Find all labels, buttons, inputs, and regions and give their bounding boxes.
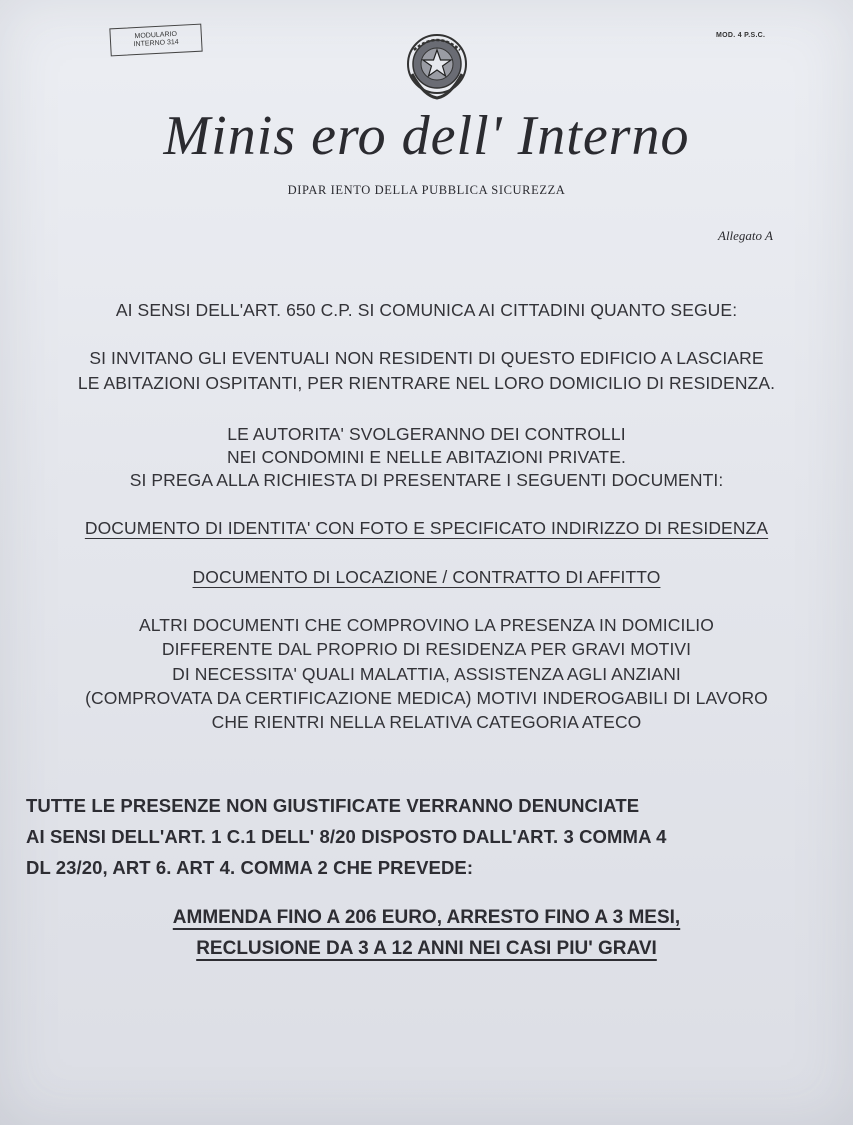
warning-line-2: AI SENSI DELL'ART. 1 C.1 DELL' 8/20 DISPOSTO DALL'ART. 3 COMMA 4 (26, 826, 667, 847)
other-docs-line-5: CHE RIENTRI NELLA RELATIVA CATEGORIA ATECO (211, 712, 642, 732)
department-title: DIPAR IENTO DELLA PUBBLICA SICUREZZA (287, 183, 566, 197)
document-requirement-2: DOCUMENTO DI LOCAZIONE / CONTRATTO DI AFFITTO (192, 567, 661, 587)
invite-line-1: SI INVITANO GLI EVENTUALI NON RESIDENTI DI QUESTO EDIFICIO A LASCIARE (89, 348, 764, 368)
form-stamp (109, 24, 202, 57)
warning-line-3: DL 23/20, ART 6. ART 4. COMMA 2 CHE PREVEDE: (26, 857, 474, 878)
other-docs-line-3: DI NECESSITA' QUALI MALATTIA, ASSISTENZA AGLI ANZIANI (172, 664, 681, 684)
controls-line-2: NEI CONDOMINI E NELLE ABITAZIONI PRIVATE. (227, 447, 626, 467)
stamp-line-2: INTERNO 314 (133, 38, 179, 49)
intro-text: AI SENSI DELL'ART. 650 C.P. SI COMUNICA AI CITTADINI QUANTO SEGUE: (115, 300, 738, 320)
attachment-label: Allegato A (718, 228, 774, 243)
invite-line-2: LE ABITAZIONI OSPITANTI, PER RIENTRARE NEL LORO DOMICILIO DI RESIDENZA. (77, 373, 776, 393)
italian-emblem-icon (404, 30, 470, 102)
other-docs-line-2: DIFFERENTE DAL PROPRIO DI RESIDENZA PER GRAVI MOTIVI (161, 639, 692, 659)
penalty-line-1: AMMENDA FINO A 206 EURO, ARRESTO FINO A 3 MESI, (172, 907, 681, 928)
controls-line-1: LE AUTORITA' SVOLGERANNO DEI CONTROLLI (227, 424, 626, 444)
controls-line-3: SI PREGA ALLA RICHIESTA DI PRESENTARE I SEGUENTI DOCUMENTI: (129, 470, 724, 490)
form-code: MOD. 4 P.S.C. (716, 32, 766, 39)
warning-line-1: TUTTE LE PRESENZE NON GIUSTIFICATE VERRANNO DENUNCIATE (26, 795, 640, 816)
penalty-line-2: RECLUSIONE DA 3 A 12 ANNI NEI CASI PIU' GRAVI (196, 938, 657, 959)
other-docs-line-4: (COMPROVATA DA CERTIFICAZIONE MEDICA) MOTIVI INDEROGABILI DI LAVORO (85, 688, 768, 708)
ministry-title: Minis ero dell' Interno (163, 105, 690, 167)
other-docs-line-1: ALTRI DOCUMENTI CHE COMPROVINO LA PRESENZA IN DOMICILIO (139, 615, 714, 635)
stamp-line-1: MODULARIO (134, 30, 178, 41)
document-requirement-1: DOCUMENTO DI IDENTITA' CON FOTO E SPECIFICATO INDIRIZZO DI RESIDENZA (84, 518, 769, 538)
